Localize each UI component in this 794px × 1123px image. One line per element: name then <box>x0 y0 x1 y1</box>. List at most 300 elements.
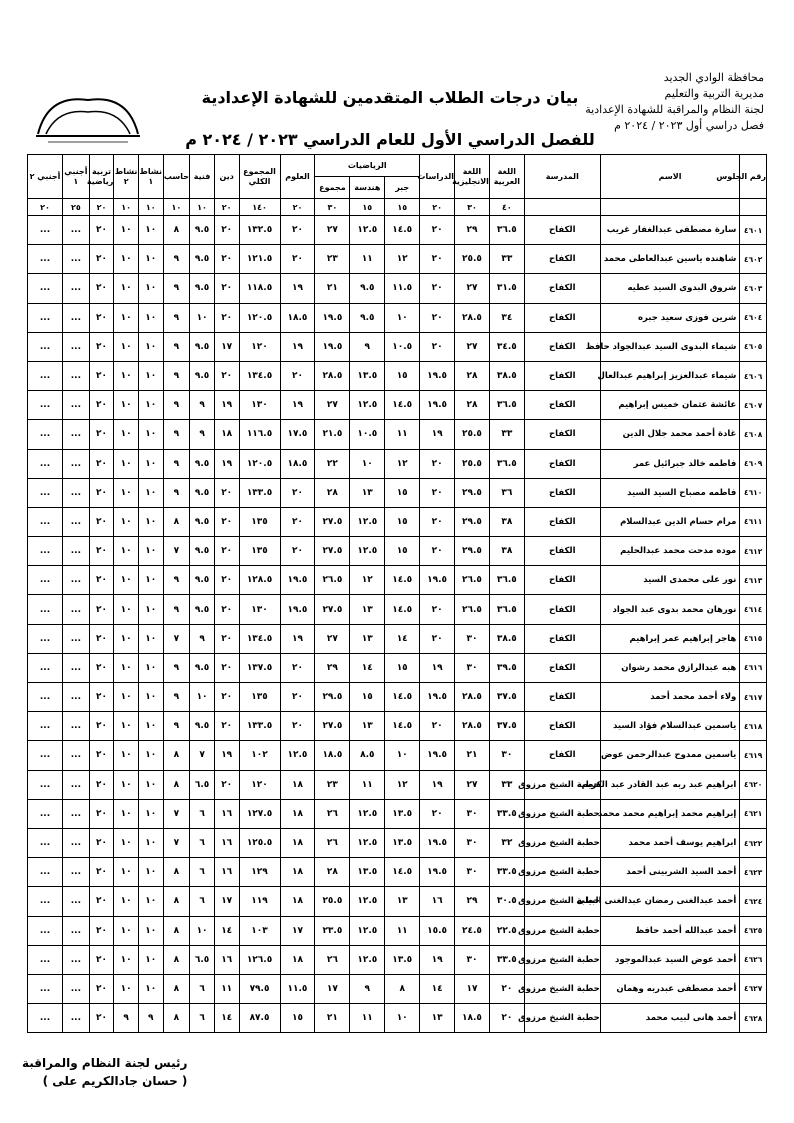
page-subtitle: للفصل الدراسي الأول للعام الدراسي ٢٠٢٣ / ٢٠٢٤ م <box>185 130 595 149</box>
cell-arabic: ٣٩.٥ <box>489 653 524 682</box>
table-row <box>28 303 767 332</box>
cell-foreign2: ... <box>28 449 63 478</box>
cell-art: ٩.٥ <box>190 332 215 361</box>
cell-algebra: ١٤.٥ <box>385 566 420 595</box>
cell-science: ١٩ <box>280 624 315 653</box>
certificate-logo <box>28 86 148 150</box>
cell-religion: ١٩ <box>214 449 239 478</box>
cell-geometry: ١٠ <box>350 449 385 478</box>
cell-name: ابراهيم يوسف أحمد محمد <box>600 828 740 857</box>
cell-geometry: ١٣ <box>350 595 385 624</box>
cell-english: ٣٠ <box>455 858 490 887</box>
cell-algebra: ١١ <box>385 916 420 945</box>
cell-computer: ٨ <box>163 887 190 916</box>
cell-computer: ٩ <box>163 683 190 712</box>
cell-english: ٢٩ <box>455 216 490 245</box>
cell-activity1: ١٠ <box>138 391 163 420</box>
cell-arabic: ٣٤ <box>489 303 524 332</box>
table-row <box>28 216 767 245</box>
cell-sports: ٢٠ <box>89 391 114 420</box>
cell-name: أحمد السيد الشربينى أحمد <box>600 858 740 887</box>
cell-activity2: ١٠ <box>114 595 139 624</box>
cell-religion: ٢٠ <box>214 712 239 741</box>
cell-religion: ١٧ <box>214 887 239 916</box>
col-total: المجموع الكلي <box>239 155 280 199</box>
cell-total: ١٢١.٥ <box>239 245 280 274</box>
cell-sports: ٢٠ <box>89 274 114 303</box>
cell-name: فاطمه مصباح السيد السيد <box>600 478 740 507</box>
cell-seat: ٤٦١٦ <box>740 653 767 682</box>
cell-seat: ٤٦٠٨ <box>740 420 767 449</box>
cell-religion: ٢٠ <box>214 245 239 274</box>
cell-algebra: ١١.٥ <box>385 274 420 303</box>
cell-algebra: ١٤.٥ <box>385 683 420 712</box>
cell-seat: ٤٦٠٤ <box>740 303 767 332</box>
cell-geometry: ٩.٥ <box>350 274 385 303</box>
cell-math_total: ١٨.٥ <box>315 741 350 770</box>
cell-arabic: ٣٣ <box>489 245 524 274</box>
cell-religion: ٢٠ <box>214 566 239 595</box>
cell-computer: ٨ <box>163 216 190 245</box>
cell-math_total: ١٩.٥ <box>315 303 350 332</box>
cell-algebra: ١٥ <box>385 507 420 536</box>
cell-science: ٢٠ <box>280 478 315 507</box>
table-row <box>28 828 767 857</box>
cell-religion: ٢٠ <box>214 537 239 566</box>
cell-activity1: ١٠ <box>138 799 163 828</box>
cell-social: ١٩ <box>420 653 455 682</box>
cell-sports: ٢٠ <box>89 361 114 390</box>
cell-total: ٨٧.٥ <box>239 1004 280 1033</box>
cell-arabic: ٣٢ <box>489 828 524 857</box>
cell-geometry: ٩ <box>350 974 385 1003</box>
cell-science: ٢٠ <box>280 683 315 712</box>
cell-sports: ٢٠ <box>89 799 114 828</box>
cell-name: أحمد عوض السيد عبدالموجود <box>600 945 740 974</box>
committee: لجنة النظام والمراقبة للشهادة الإعدادية <box>585 103 764 116</box>
cell-activity2: ١٠ <box>114 712 139 741</box>
cell-math_total: ٢٩ <box>315 653 350 682</box>
cell-foreign1: ... <box>63 537 90 566</box>
cell-school: حطبة الشيخ مرزوق <box>524 858 600 887</box>
cell-total: ١٢٠.٥ <box>239 303 280 332</box>
cell-art: ٩.٥ <box>190 653 215 682</box>
cell-seat: ٤٦٢٤ <box>740 887 767 916</box>
cell-name: شرين فوزى سعيد جبره <box>600 303 740 332</box>
cell-math_total: ٢٨.٥ <box>315 361 350 390</box>
cell-arabic: ٣٦ <box>489 478 524 507</box>
cell-name: نور على محمدى السيد <box>600 566 740 595</box>
cell-art: ٩ <box>190 420 215 449</box>
cell-geometry: ١١ <box>350 245 385 274</box>
max-name <box>600 199 740 216</box>
cell-social: ١٩ <box>420 945 455 974</box>
cell-math_total: ٢٧.٥ <box>315 537 350 566</box>
cell-activity2: ٩ <box>114 1004 139 1033</box>
cell-activity1: ١٠ <box>138 303 163 332</box>
table-row <box>28 595 767 624</box>
cell-science: ٢٠ <box>280 653 315 682</box>
cell-geometry: ١٢.٥ <box>350 799 385 828</box>
cell-school: الكفاح <box>524 507 600 536</box>
table-row <box>28 507 767 536</box>
cell-foreign2: ... <box>28 537 63 566</box>
cell-algebra: ١٤ <box>385 624 420 653</box>
cell-foreign1: ... <box>63 683 90 712</box>
cell-english: ٢٧ <box>455 332 490 361</box>
cell-computer: ٩ <box>163 303 190 332</box>
cell-religion: ١٦ <box>214 799 239 828</box>
cell-sports: ٢٠ <box>89 683 114 712</box>
max-school <box>524 199 600 216</box>
cell-social: ٢٠ <box>420 507 455 536</box>
cell-total: ١٣٥ <box>239 507 280 536</box>
cell-activity1: ١٠ <box>138 332 163 361</box>
cell-science: ٢٠ <box>280 507 315 536</box>
cell-english: ١٨.٥ <box>455 1004 490 1033</box>
cell-religion: ٢٠ <box>214 770 239 799</box>
cell-sports: ٢٠ <box>89 449 114 478</box>
cell-school: الكفاح <box>524 478 600 507</box>
cell-english: ٢١ <box>455 741 490 770</box>
cell-math_total: ٢٨ <box>315 478 350 507</box>
max-seat <box>740 199 767 216</box>
cell-activity2: ١٠ <box>114 799 139 828</box>
col-activity1: نشاط ١ <box>138 155 163 199</box>
cell-english: ٣٠ <box>455 945 490 974</box>
cell-social: ١٩.٥ <box>420 683 455 712</box>
cell-art: ٩ <box>190 391 215 420</box>
cell-geometry: ١٢.٥ <box>350 887 385 916</box>
cell-art: ١٠ <box>190 916 215 945</box>
cell-activity1: ١٠ <box>138 449 163 478</box>
table-row <box>28 712 767 741</box>
cell-activity1: ١٠ <box>138 216 163 245</box>
cell-name: هاجر إبراهيم عمر إبراهيم <box>600 624 740 653</box>
cell-math_total: ٢٥.٥ <box>315 887 350 916</box>
cell-religion: ٢٠ <box>214 653 239 682</box>
cell-activity1: ١٠ <box>138 916 163 945</box>
max-activity1: ١٠ <box>138 199 163 216</box>
cell-math_total: ٢٦ <box>315 799 350 828</box>
cell-foreign1: ... <box>63 245 90 274</box>
col-math-total: مجموع <box>315 177 350 199</box>
col-seat: رقم الجلوس <box>740 155 767 199</box>
cell-english: ٢٦.٥ <box>455 566 490 595</box>
cell-seat: ٤٦١١ <box>740 507 767 536</box>
cell-foreign1: ... <box>63 916 90 945</box>
cell-foreign2: ... <box>28 799 63 828</box>
col-religion: دين <box>214 155 239 199</box>
cell-art: ٧ <box>190 741 215 770</box>
max-geometry: ١٥ <box>350 199 385 216</box>
cell-activity1: ١٠ <box>138 274 163 303</box>
cell-total: ١٣٥ <box>239 683 280 712</box>
cell-arabic: ٣٨ <box>489 507 524 536</box>
cell-name: ياسمين عبدالسلام فؤاد السيد <box>600 712 740 741</box>
cell-activity2: ١٠ <box>114 653 139 682</box>
cell-computer: ٩ <box>163 391 190 420</box>
cell-school: حطبة الشيخ مرزوق <box>524 828 600 857</box>
cell-religion: ٢٠ <box>214 303 239 332</box>
cell-seat: ٤٦١٣ <box>740 566 767 595</box>
max-religion: ٢٠ <box>214 199 239 216</box>
cell-geometry: ١٤ <box>350 653 385 682</box>
cell-foreign2: ... <box>28 945 63 974</box>
cell-foreign1: ... <box>63 274 90 303</box>
cell-name: إبراهيم محمد إبراهيم محمد محمد <box>600 799 740 828</box>
cell-english: ٢٦.٥ <box>455 595 490 624</box>
table-row <box>28 449 767 478</box>
table-row <box>28 1004 767 1033</box>
cell-name: ولاء أحمد محمد أحمد <box>600 683 740 712</box>
cell-activity2: ١٠ <box>114 391 139 420</box>
cell-foreign2: ... <box>28 361 63 390</box>
cell-arabic: ٣٦.٥ <box>489 595 524 624</box>
cell-english: ٢٩.٥ <box>455 507 490 536</box>
cell-science: ١٨.٥ <box>280 303 315 332</box>
cell-religion: ٢٠ <box>214 361 239 390</box>
cell-seat: ٤٦٠٩ <box>740 449 767 478</box>
cell-school: الكفاح <box>524 741 600 770</box>
cell-computer: ٨ <box>163 741 190 770</box>
max-science: ٢٠ <box>280 199 315 216</box>
cell-activity1: ١٠ <box>138 712 163 741</box>
cell-foreign2: ... <box>28 420 63 449</box>
cell-geometry: ١٣.٥ <box>350 858 385 887</box>
cell-social: ١٩.٥ <box>420 741 455 770</box>
cell-foreign1: ... <box>63 653 90 682</box>
cell-foreign2: ... <box>28 712 63 741</box>
cell-arabic: ٣٣.٥ <box>489 945 524 974</box>
cell-total: ١١٨.٥ <box>239 274 280 303</box>
max-foreign2: ٢٠ <box>28 199 63 216</box>
cell-religion: ١٦ <box>214 945 239 974</box>
table-row <box>28 361 767 390</box>
cell-total: ٧٩.٥ <box>239 974 280 1003</box>
cell-foreign2: ... <box>28 303 63 332</box>
cell-school: الكفاح <box>524 624 600 653</box>
cell-activity2: ١٠ <box>114 332 139 361</box>
cell-art: ٦ <box>190 1004 215 1033</box>
cell-sports: ٢٠ <box>89 420 114 449</box>
cell-social: ٢٠ <box>420 537 455 566</box>
cell-geometry: ١٠.٥ <box>350 420 385 449</box>
cell-activity2: ١٠ <box>114 216 139 245</box>
cell-science: ١٨ <box>280 770 315 799</box>
cell-math_total: ٢٧ <box>315 624 350 653</box>
cell-name: مرام حسام الدين عبدالسلام <box>600 507 740 536</box>
cell-foreign2: ... <box>28 624 63 653</box>
cell-social: ١٤ <box>420 974 455 1003</box>
cell-religion: ١١ <box>214 974 239 1003</box>
cell-seat: ٤٦١٠ <box>740 478 767 507</box>
cell-english: ٢٨ <box>455 391 490 420</box>
issuer-block <box>574 70 764 134</box>
cell-math_total: ٢٨ <box>315 858 350 887</box>
cell-activity2: ١٠ <box>114 420 139 449</box>
cell-english: ٢٨ <box>455 361 490 390</box>
cell-foreign2: ... <box>28 653 63 682</box>
cell-geometry: ١٢.٥ <box>350 828 385 857</box>
cell-total: ١٢٠.٥ <box>239 449 280 478</box>
cell-science: ٢٠ <box>280 245 315 274</box>
cell-math_total: ٢٧.٥ <box>315 595 350 624</box>
cell-arabic: ٣٧.٥ <box>489 712 524 741</box>
cell-foreign2: ... <box>28 332 63 361</box>
table-row <box>28 916 767 945</box>
cell-total: ١٣٥ <box>239 537 280 566</box>
cell-arabic: ٣٣.٥ <box>489 858 524 887</box>
cell-name: هبه عبدالرازق محمد رشوان <box>600 653 740 682</box>
cell-sports: ٢٠ <box>89 332 114 361</box>
cell-total: ١٢٥.٥ <box>239 828 280 857</box>
cell-activity2: ١٠ <box>114 945 139 974</box>
cell-school: الكفاح <box>524 712 600 741</box>
cell-activity2: ١٠ <box>114 449 139 478</box>
cell-english: ٢٥.٥ <box>455 449 490 478</box>
cell-seat: ٤٦٢٢ <box>740 828 767 857</box>
cell-school: الكفاح <box>524 274 600 303</box>
cell-algebra: ١٠ <box>385 1004 420 1033</box>
cell-activity1: ١٠ <box>138 245 163 274</box>
cell-foreign2: ... <box>28 683 63 712</box>
cell-foreign1: ... <box>63 216 90 245</box>
cell-math_total: ٢٣.٥ <box>315 916 350 945</box>
cell-art: ٦.٥ <box>190 945 215 974</box>
cell-math_total: ٢٣ <box>315 770 350 799</box>
cell-art: ٩.٥ <box>190 478 215 507</box>
cell-algebra: ١٥ <box>385 478 420 507</box>
cell-name: أحمد عبدالله أحمد حافظ <box>600 916 740 945</box>
cell-science: ١٩ <box>280 332 315 361</box>
grades-body <box>28 199 767 1033</box>
cell-name: عائشة عثمان خميس إبراهيم <box>600 391 740 420</box>
cell-social: ٢٠ <box>420 245 455 274</box>
cell-english: ٢٥.٥ <box>455 420 490 449</box>
cell-religion: ١٦ <box>214 828 239 857</box>
cell-foreign2: ... <box>28 391 63 420</box>
cell-math_total: ٢٦ <box>315 828 350 857</box>
cell-total: ١٣٣.٥ <box>239 712 280 741</box>
cell-seat: ٤٦٢٨ <box>740 1004 767 1033</box>
cell-activity2: ١٠ <box>114 887 139 916</box>
cell-english: ٢٧ <box>455 274 490 303</box>
cell-foreign1: ... <box>63 507 90 536</box>
cell-name: شيماء البدوى السيد عبدالجواد حافظ <box>600 332 740 361</box>
cell-computer: ٧ <box>163 624 190 653</box>
cell-total: ١٢٧.٥ <box>239 799 280 828</box>
cell-foreign1: ... <box>63 945 90 974</box>
cell-foreign2: ... <box>28 916 63 945</box>
cell-sports: ٢٠ <box>89 653 114 682</box>
cell-social: ١٣ <box>420 1004 455 1033</box>
cell-social: ١٩.٥ <box>420 858 455 887</box>
cell-algebra: ١٥ <box>385 537 420 566</box>
cell-total: ١١٦.٥ <box>239 420 280 449</box>
col-sports: تربية رياضية <box>89 155 114 199</box>
cell-foreign2: ... <box>28 828 63 857</box>
cell-social: ١٩ <box>420 420 455 449</box>
cell-social: ٢٠ <box>420 449 455 478</box>
cell-algebra: ١٤.٥ <box>385 391 420 420</box>
cell-school: الكفاح <box>524 245 600 274</box>
cell-total: ١٣٣.٥ <box>239 478 280 507</box>
cell-social: ١٩.٥ <box>420 361 455 390</box>
cell-algebra: ١٢ <box>385 245 420 274</box>
cell-art: ٦ <box>190 974 215 1003</box>
table-row <box>28 653 767 682</box>
cell-sports: ٢٠ <box>89 624 114 653</box>
cell-name: ياسمين ممدوح عبدالرحمن عوض <box>600 741 740 770</box>
cell-social: ٢٠ <box>420 478 455 507</box>
cell-activity2: ١٠ <box>114 858 139 887</box>
cell-art: ٦ <box>190 828 215 857</box>
cell-sports: ٢٠ <box>89 1004 114 1033</box>
cell-sports: ٢٠ <box>89 216 114 245</box>
cell-computer: ٨ <box>163 858 190 887</box>
cell-seat: ٤٦٠٥ <box>740 332 767 361</box>
cell-school: حطبة الشيخ مرزوق <box>524 799 600 828</box>
cell-arabic: ٣٨.٥ <box>489 624 524 653</box>
cell-name: شيماء عبدالعزيز إبراهيم عبدالعال <box>600 361 740 390</box>
cell-school: الكفاح <box>524 449 600 478</box>
cell-activity2: ١٠ <box>114 566 139 595</box>
cell-art: ٩.٥ <box>190 245 215 274</box>
cell-math_total: ٢٧.٥ <box>315 507 350 536</box>
cell-activity2: ١٠ <box>114 507 139 536</box>
cell-religion: ٢٠ <box>214 216 239 245</box>
cell-art: ٩.٥ <box>190 361 215 390</box>
cell-english: ٢٤.٥ <box>455 916 490 945</box>
cell-school: الكفاح <box>524 303 600 332</box>
cell-social: ٢٠ <box>420 595 455 624</box>
cell-arabic: ٣٠ <box>489 741 524 770</box>
cell-religion: ١٧ <box>214 332 239 361</box>
cell-activity1: ١٠ <box>138 624 163 653</box>
cell-english: ٣٠ <box>455 653 490 682</box>
max-computer: ١٠ <box>163 199 190 216</box>
cell-math_total: ٢٧ <box>315 216 350 245</box>
cell-sports: ٢٠ <box>89 595 114 624</box>
col-arabic: اللغة العربية <box>489 155 524 199</box>
col-math-group: الرياضيات <box>315 155 420 177</box>
cell-geometry: ١١ <box>350 770 385 799</box>
cell-math_total: ١٩.٥ <box>315 332 350 361</box>
cell-foreign1: ... <box>63 741 90 770</box>
cell-seat: ٤٦٢٦ <box>740 945 767 974</box>
grades-table <box>27 154 767 1033</box>
cell-activity2: ١٠ <box>114 828 139 857</box>
cell-computer: ٧ <box>163 537 190 566</box>
max-english: ٣٠ <box>455 199 490 216</box>
cell-science: ٢٠ <box>280 361 315 390</box>
cell-algebra: ١٤.٥ <box>385 216 420 245</box>
cell-activity2: ١٠ <box>114 974 139 1003</box>
cell-foreign2: ... <box>28 974 63 1003</box>
cell-computer: ٩ <box>163 712 190 741</box>
cell-activity1: ١٠ <box>138 420 163 449</box>
cell-english: ١٧ <box>455 974 490 1003</box>
cell-seat: ٤٦٢٥ <box>740 916 767 945</box>
cell-name: شاهنده ياسين عبدالعاطى محمد <box>600 245 740 274</box>
cell-sports: ٢٠ <box>89 916 114 945</box>
cell-activity2: ١٠ <box>114 683 139 712</box>
cell-geometry: ١٢.٥ <box>350 216 385 245</box>
cell-computer: ٩ <box>163 245 190 274</box>
max-algebra: ١٥ <box>385 199 420 216</box>
cell-seat: ٤٦٠٢ <box>740 245 767 274</box>
